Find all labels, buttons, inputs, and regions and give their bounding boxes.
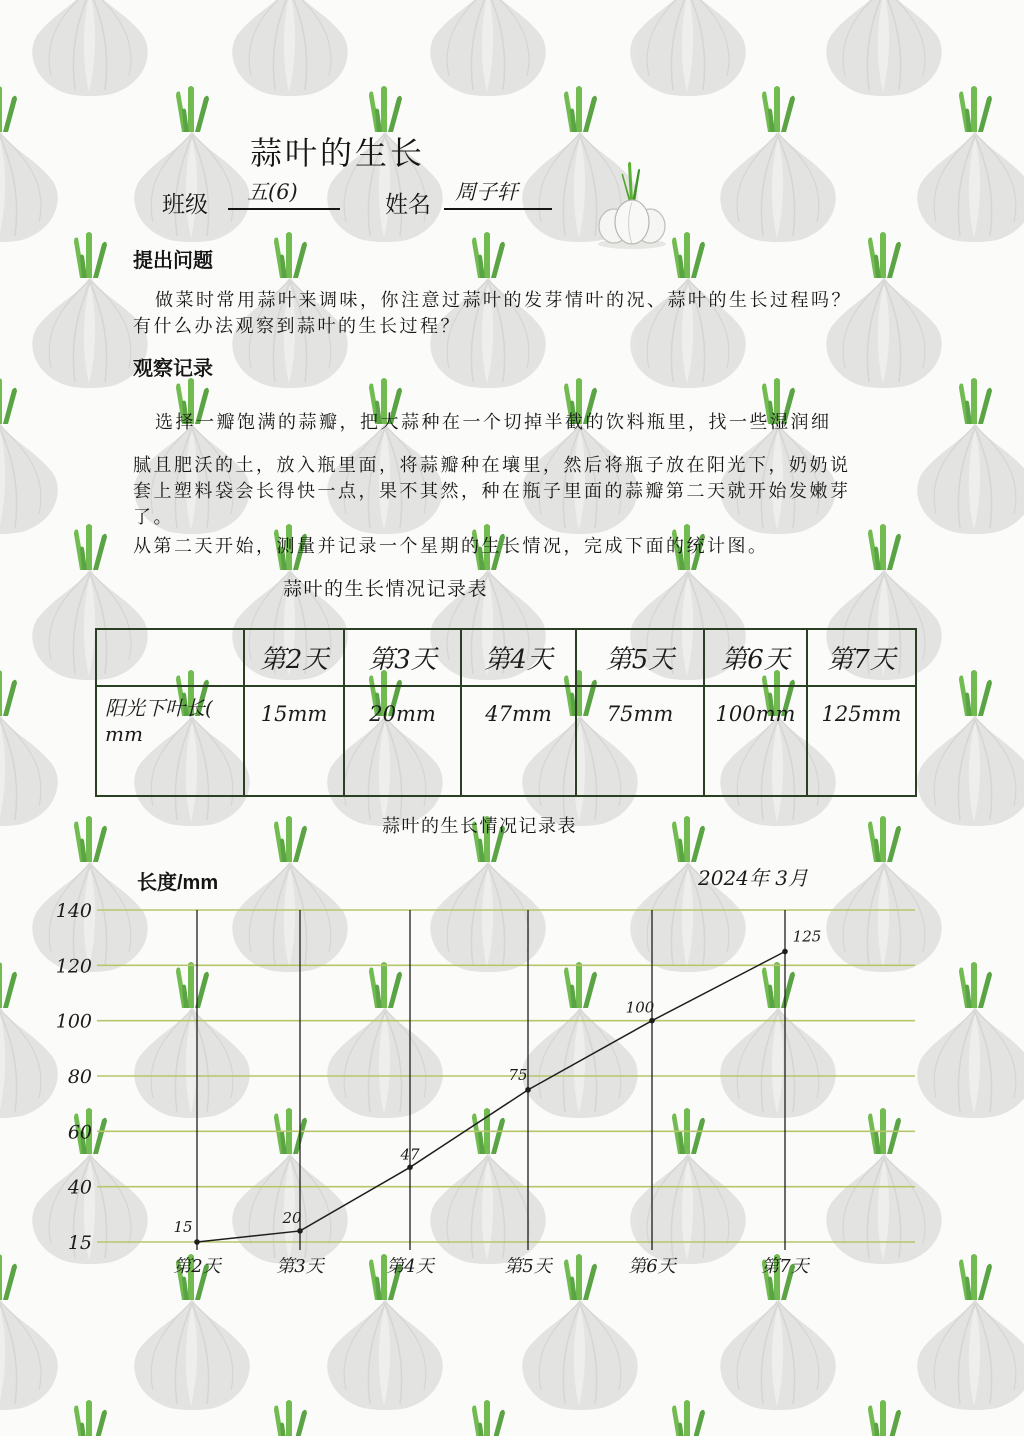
question-heading: 提出问题 <box>133 250 213 272</box>
chart-data-point <box>297 1228 303 1234</box>
table-title: 蒜叶的生长情况记录表 <box>283 579 489 600</box>
row-label-unit: mm <box>105 722 143 746</box>
class-value: 五(6) <box>247 180 298 204</box>
observation-line: 了。 <box>133 507 174 527</box>
instruction-line: 从第二天开始，测量并记录一个星期的生长情况，完成下面的统计图。 <box>133 536 769 556</box>
garlic-pattern-icon <box>430 1400 545 1436</box>
chart-y-tick-label: 100 <box>55 1010 92 1033</box>
table-value-cell: 15mm <box>244 686 344 796</box>
table-value-cell: 125mm <box>807 686 916 796</box>
chart-data-point <box>194 1239 200 1245</box>
table-header-day: 第5天 <box>576 629 704 686</box>
chart-data-point <box>649 1018 655 1024</box>
chart-x-tick-label: 第3天 <box>276 1256 324 1277</box>
chart-title: 蒜叶的生长情况记录表 <box>382 816 577 836</box>
garlic-pattern-icon <box>0 670 58 826</box>
garlic-pattern-icon <box>32 232 147 388</box>
chart-data-point <box>782 949 788 955</box>
garlic-illustration <box>592 158 672 250</box>
garlic-pattern-icon <box>917 670 1024 826</box>
garlic-pattern-icon <box>720 86 835 242</box>
observation-line: 选择一瓣饱满的蒜瓣，把大蒜种在一个切掉半截的饮料瓶里，找一些湿润细 <box>155 412 832 432</box>
chart-data-point <box>407 1165 413 1171</box>
chart-series-line <box>197 952 785 1243</box>
chart-x-tick-label: 第5天 <box>504 1256 552 1277</box>
observation-heading: 观察记录 <box>133 358 213 380</box>
garlic-pattern-icon <box>32 1400 147 1436</box>
chart-data-label: 15 <box>173 1218 193 1236</box>
table-header-day: 第7天 <box>807 629 916 686</box>
chart-y-tick-label: 40 <box>67 1176 92 1199</box>
chart-x-tick-label: 第6天 <box>628 1256 676 1277</box>
chart-y-tick-label: 80 <box>67 1066 92 1088</box>
question-line: 有什么办法观察到蒜叶的生长过程？ <box>133 316 461 336</box>
garlic-pattern-icon <box>0 86 58 242</box>
garlic-pattern-icon <box>232 0 347 96</box>
garlic-pattern-icon <box>630 1400 745 1436</box>
observation-line: 套上塑料袋会长得快一点，果不其然，种在瓶子里面的蒜瓣第二天就开始发嫩芽 <box>133 481 851 501</box>
table-value-cell: 47mm <box>461 686 576 796</box>
garlic-pattern-icon <box>232 1400 347 1436</box>
table-row-label <box>96 686 244 796</box>
garlic-pattern-icon <box>630 0 745 96</box>
garlic-pattern-icon <box>0 378 58 534</box>
garlic-pattern-icon <box>430 0 545 96</box>
chart-data-label: 75 <box>508 1065 528 1084</box>
row-label-text: 阳光下叶长( <box>105 696 213 720</box>
garlic-pattern-icon <box>826 1400 941 1436</box>
chart-x-tick-label: 第7天 <box>761 1256 809 1277</box>
name-label: 姓名 <box>385 191 431 217</box>
table-header-day: 第3天 <box>344 629 461 686</box>
chart-date-note: 2024年 3月 <box>698 866 808 890</box>
name-underline <box>444 208 552 210</box>
garlic-pattern-icon <box>917 86 1024 242</box>
growth-line-chart <box>40 890 940 1290</box>
table-value-cell: 100mm <box>704 686 807 796</box>
class-underline <box>228 208 340 210</box>
table-header-day: 第4天 <box>461 629 576 686</box>
garlic-pattern-icon <box>917 378 1024 534</box>
table-row <box>96 686 916 796</box>
chart-y-tick-label: 140 <box>55 900 92 922</box>
observation-line: 腻且肥沃的土，放入瓶里面，将蒜瓣种在壤里，然后将瓶子放在阳光下，奶奶说 <box>133 455 851 475</box>
chart-data-label: 100 <box>625 998 655 1017</box>
chart-data-label: 20 <box>282 1208 302 1227</box>
growth-record-table <box>95 628 917 797</box>
garlic-pattern-icon <box>826 0 941 96</box>
chart-x-tick-label: 第2天 <box>173 1256 221 1277</box>
name-value: 周子轩 <box>455 180 518 204</box>
table-value-cell: 75mm <box>576 686 704 796</box>
chart-y-tick-label: 15 <box>67 1232 92 1254</box>
chart-data-label: 125 <box>792 927 822 946</box>
chart-y-tick-label: 120 <box>55 955 92 978</box>
chart-y-axis-label: 长度/mm <box>137 872 219 894</box>
table-header-day: 第6天 <box>704 629 807 686</box>
class-label: 班级 <box>162 191 208 217</box>
table-value-cell: 20mm <box>344 686 461 796</box>
table-corner-cell <box>96 629 244 686</box>
table-header-row <box>96 629 916 686</box>
garlic-pattern-icon <box>32 0 147 96</box>
chart-data-point <box>525 1087 531 1093</box>
table-header-day: 第2天 <box>244 629 344 686</box>
question-line: 做菜时常用蒜叶来调味，你注意过蒜叶的发芽情叶的况、蒜叶的生长过程吗？ <box>155 290 852 310</box>
chart-x-tick-label: 第4天 <box>386 1256 434 1277</box>
page-title: 蒜叶的生长 <box>250 135 426 171</box>
chart-y-tick-label: 60 <box>67 1121 92 1144</box>
chart-data-label: 47 <box>400 1145 420 1164</box>
